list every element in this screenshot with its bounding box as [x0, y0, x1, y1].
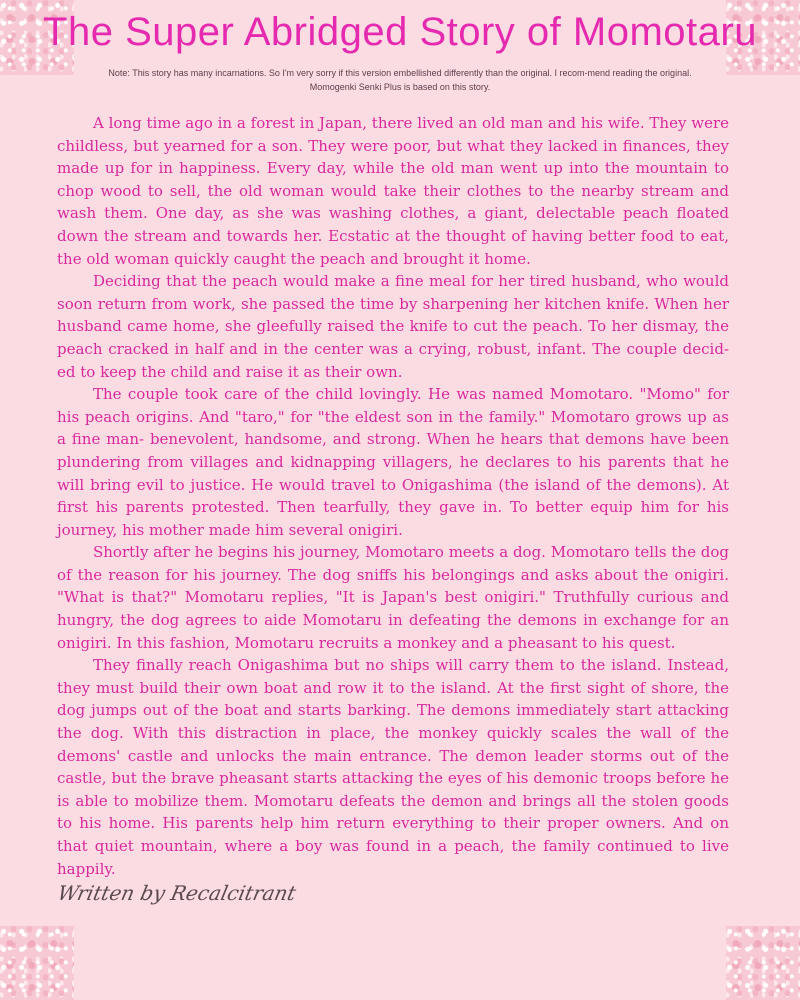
author-note: Note: This story has many incarnations. So I'm very sorry if this version embellished differently than the original. I recom-mend reading the original. Momogenki Senki Plus is based on this story. — [108, 68, 692, 92]
story-paragraph-3: The couple took care of the child lovingly. He was named Momotaro. "Momo" for his peach origins. And "taro," for "the eldest son in the family." Momotaro grows up as a fine man- benevolent, handsome, and strong. When he hears that demons have been plundering from villages and kidnapping villagers, he declares to his parents that he will bring evil to justice. He would travel to Onigashima (the island of the demons). At first his parents protested. Then tearfully, they gave in. To better equip him for his journey, his mother made him several onigiri. — [57, 385, 729, 539]
corner-decoration-bottom-right — [726, 926, 800, 1000]
page-title: The Super Abridged Story of Momotaru — [43, 10, 757, 54]
author-signature: Written by Recalcitrant — [55, 881, 299, 905]
story-paragraph-5: They finally reach Onigashima but no ships will carry them to the island. Instead, they must build their own boat and row it to the island. At the first sight of shore, the dog jumps out of the boat and starts barking. The demons immediately start attacking the dog. With this distraction in place, the monkey quickly scales the wall of the demons' castle and unlocks the main entrance. The demon leader storms out of the castle, but the brave pheasant starts attacking the eyes of his demonic troops before he is able to mobilize them. Momotaru defeats the demon and brings all the stolen goods to his home. His parents help him return everything to their proper owners. And on that quiet mountain, where a boy was found in a peach, the family continued to live happily. — [57, 656, 729, 878]
story-body — [57, 112, 729, 880]
story-paragraph-2: Deciding that the peach would make a fine meal for her tired husband, who would soon return from work, she passed the time by sharpening her kitchen knife. When her husband came home, she gleefully raised the knife to cut the peach. To her dismay, the peach cracked in half and in the center was a crying, robust, infant. The couple decid-ed to keep the child and raise it as their own. — [57, 272, 729, 381]
corner-decoration-bottom-left — [0, 926, 74, 1000]
story-paragraph-4: Shortly after he begins his journey, Momotaro meets a dog. Momotaro tells the dog of the reason for his journey. The dog sniffs his belongings and asks about the onigiri. "What is that?" Momotaru replies, "It is Japan's best onigiri." Truthfully curious and hungry, the dog agrees to aide Momotaru in defeating the demons in exchange for an onigiri. In this fashion, Momotaru recruits a monkey and a pheasant to his quest. — [57, 543, 729, 652]
story-paragraph-1: A long time ago in a forest in Japan, there lived an old man and his wife. They were childless, but yearned for a son. They were poor, but what they lacked in finances, they made up for in happiness. Every day, while the old man went up into the mountain to chop wood to sell, the old woman would take their clothes to the nearby stream and wash them. One day, as she was washing clothes, a giant, delectable peach floated down the stream and towards her. Ecstatic at the thought of having better food to eat, the old woman quickly caught the peach and brought it home. — [57, 114, 729, 268]
